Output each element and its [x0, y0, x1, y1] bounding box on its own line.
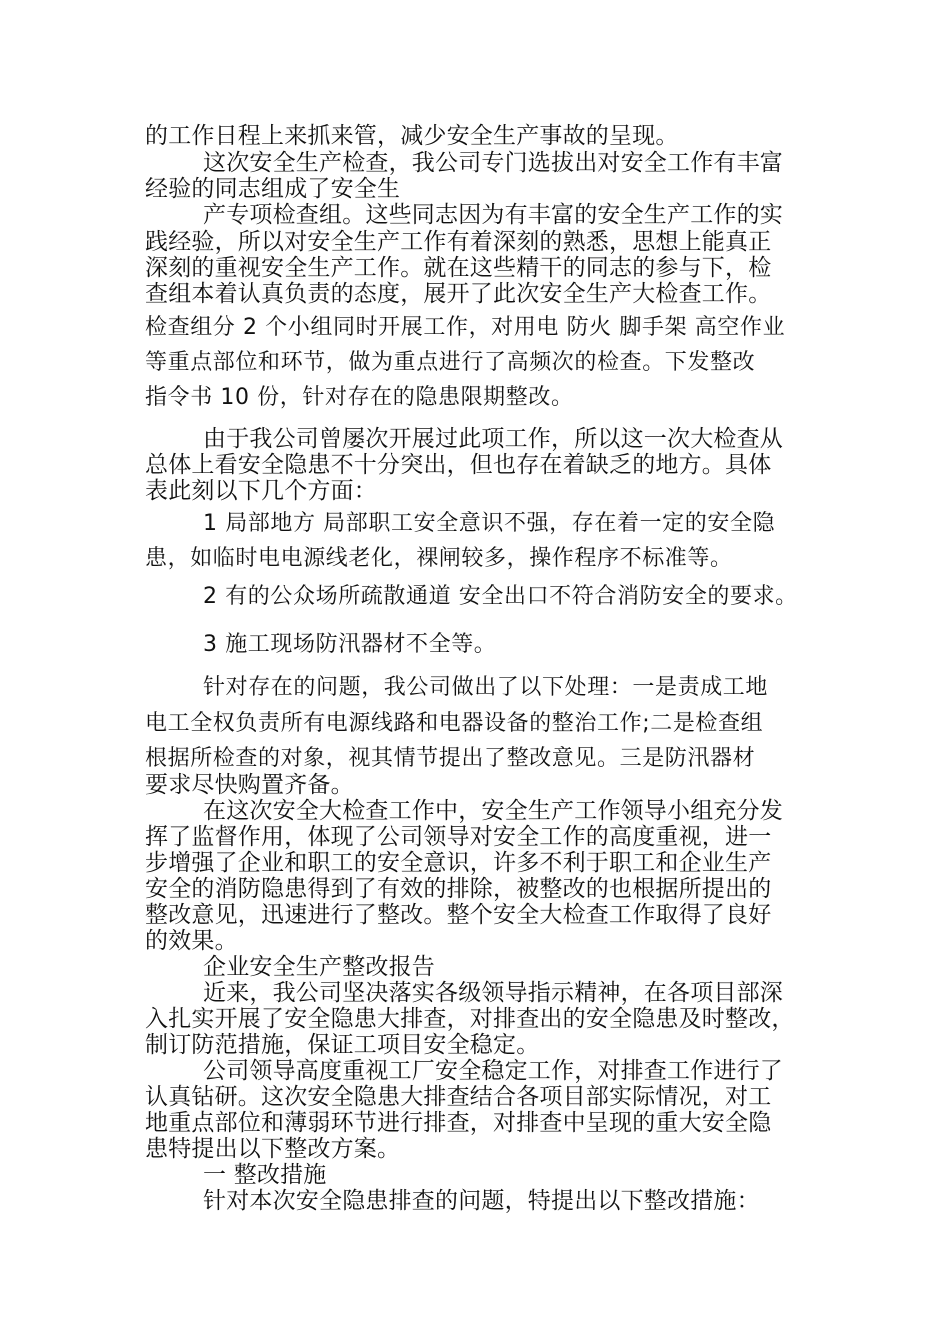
text-line: 安全的消防隐患得到了有效的排除，被整改的也根据所提出的: [145, 876, 772, 902]
subsection-heading: 一 整改措施: [203, 1162, 327, 1188]
text-line: 经验的同志组成了安全生: [145, 176, 401, 202]
text-line: 制订防范措施，保证工项目安全稳定。: [145, 1032, 540, 1058]
text-line: 表此刻以下几个方面：: [145, 478, 377, 504]
text-line: 查组本着认真负责的态度，展开了此次安全生产大检查工作。: [145, 281, 772, 307]
text-line: 要求尽快购置齐备。: [145, 772, 354, 798]
text-line: 近来，我公司坚决落实各级领导指示精神，在各项目部深: [203, 980, 783, 1006]
text-line: 步增强了企业和职工的安全意识，许多不利于职工和企业生产: [145, 850, 772, 876]
text-line: 整改意见，迅速进行了整改。整个安全大检查工作取得了良好: [145, 902, 772, 928]
text-line: 3 施工现场防汛器材不全等。: [203, 632, 497, 657]
text-line: 根据所检查的对象，视其情节提出了整改意见。三是防汛器材: [145, 746, 756, 771]
text-line: 1 局部地方 局部职工安全意识不强，存在着一定的安全隐: [203, 511, 776, 536]
text-line: 患特提出以下整改方案。: [145, 1136, 401, 1162]
text-line: 针对存在的问题，我公司做出了以下处理：一是责成工地: [203, 675, 769, 700]
text-line: 的效果。: [145, 928, 238, 954]
text-line: 针对本次安全隐患排查的问题，特提出以下整改措施：: [203, 1188, 760, 1214]
text-line: 这次安全生产检查，我公司专门选拔出对安全工作有丰富: [203, 150, 783, 176]
section-heading: 企业安全生产整改报告: [203, 954, 435, 980]
text-line: 2 有的公众场所疏散通道 安全出口不符合消防安全的要求。: [203, 584, 798, 609]
text-line: 挥了监督作用，体现了公司领导对安全工作的高度重视，进一: [145, 824, 772, 850]
text-line: 由于我公司曾屡次开展过此项工作，所以这一次大检查从: [203, 426, 783, 452]
text-line: 认真钻研。这次安全隐患大排查结合各项目部实际情况，对工: [145, 1084, 772, 1110]
text-line: 入扎实开展了安全隐患大排查，对排查出的安全隐患及时整改，: [145, 1006, 795, 1032]
text-line: 总体上看安全隐患不十分突出，但也存在着缺乏的地方。具体: [145, 452, 772, 478]
text-line: 患，如临时电电源线老化，裸闸较多，操作程序不标准等。: [145, 546, 733, 571]
text-line: 在这次安全大检查工作中，安全生产工作领导小组充分发: [203, 798, 783, 824]
text-line: 电工全权负责所有电源线路和电器设备的整治工作;二是检查组: [145, 711, 764, 736]
text-line: 等重点部位和环节，做为重点进行了高频次的检查。下发整改: [145, 350, 756, 375]
text-line: 深刻的重视安全生产工作。就在这些精干的同志的参与下，检: [145, 255, 772, 281]
text-line: 产专项检查组。这些同志因为有丰富的安全生产工作的实: [203, 202, 783, 228]
text-line: 检查组分 2 个小组同时开展工作，对用电 防火 脚手架 高空作业: [145, 315, 786, 340]
text-line: 的工作日程上来抓来管，减少安全生产事故的呈现。: [145, 123, 679, 149]
text-line: 公司领导高度重视工厂安全稳定工作，对排查工作进行了: [203, 1058, 783, 1084]
text-line: 指令书 10 份，针对存在的隐患限期整改。: [145, 385, 574, 410]
text-line: 践经验，所以对安全生产工作有着深刻的熟悉，思想上能真正: [145, 229, 772, 255]
text-line: 地重点部位和薄弱环节进行排查，对排查中呈现的重大安全隐: [145, 1110, 772, 1136]
